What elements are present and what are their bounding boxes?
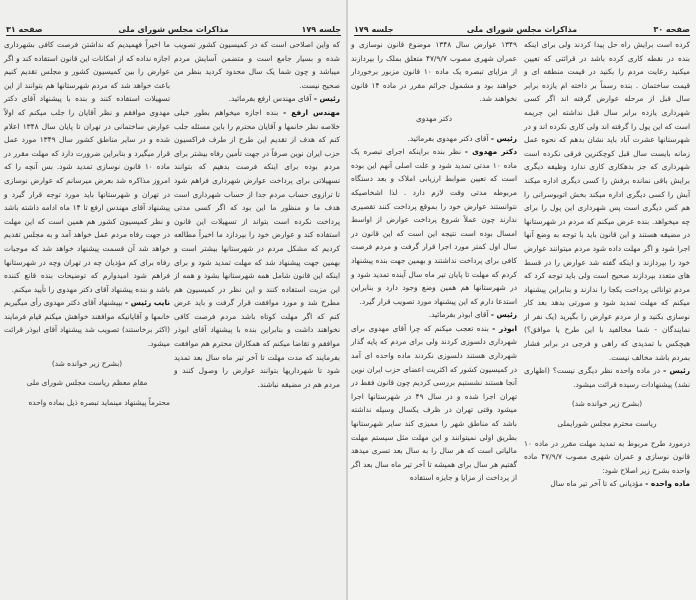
paragraph-text: ما اخیراً فهمیدیم که نداشتن فرصت کافی بشهرداری اجازه نداده که از امکانات این قانون استفاده کند و اگر عوارض را بین کمیسیون کشور و مجلس تقدیم کنیم باعث خواهد شد که مردم شهرستانها هم بتوانند از این تسهیلات استفاده کنند و بنده با پیشنهاد آقای دکتر مهدوی موافقم و نظر آقایان را جلب میکنم که اولاً عوارض ساختمانی در تهران تا پایان سال ۱۳۴۸ اعلام شده و در سایر مناطق کشور سال ۱۳۴۹ مورد عمل قرار میگیرد و بنابراین ضرورت دارد که مهلت مقرر در ماده ۱۰ قانون نوسازی تمدید شود. بس آنچه را که امروز مذاکره شد بعرض میرسانم که عوارض نوسازی در تهران و شهرستانها باید مورد توجه قرار گیرد و پیشنهاد آقای مهندس ارفع تا ۱۴ ماه ادامه داشته باشد و نظر کمیسیون کشور هم همین است که این مهلت در جهت رفاه مردم عمل خواهد آمد و به مجلس تقدیم خواهد شد آن قسمت پیشنهاد خواهد شد که موجبات رفاه برای کم مؤدیان چه در تهران وچه در شهرستانها فراهم شود امیدوارم که توضیحات بنده قانع کننده باشد و بنده پیشنهاد آقای دکتر مهدوی را تأیید میکنم. (4, 40, 170, 294)
paragraph (174, 38, 340, 92)
paragraph-text: بنده تعجب میکنم که چرا آقای مهدوی برای شهرداری دلسوزی کردند ولی برای مردم که پایه گذار شهرداری هستند دلسوزی نکردند ماده واحده ای آمد در کمیسیون کشور که اکثریت اعضای حزب ایران نوین آنجا هستند نشستیم بررسی کردیم چون قانون فقط در تهران اجرا شده و در سال ۴۹ در شهرستانها اجرا میشود وقتی تهران در ظرف یکسال وسیله نداشته باشد که مناطق شهر را ممیزی کند سایر شهرستانها بطریق اولی نمیتوانند و این مهلت مثل سیستم مهلت مالیاتی است که هر سال را به سال بعد تسری میدهد گفتیم هر سال برای همیشه تا آخر تیر ماه سال بعد اگر از پرداخت از مزایا و جایزه استفاده (351, 323, 517, 483)
centered-line: مقام معظم ریاست مجلس شورای ملی (26, 378, 148, 388)
text-column-right (174, 38, 340, 391)
speaker-name: رئیس - (313, 94, 340, 104)
speaker-name: مهندس ارفع - (283, 107, 340, 117)
paragraph-text: که واین اصلاحی است که در کمیسیون کشور تصویب شده و بسیار جامع است و متضمن آسایش مردم میباشد و چون شما یک سال محدود کردید بنظر من صحیح نیست. (174, 40, 340, 90)
speaker-name: ابوذر - (492, 323, 517, 333)
speaker-name: رئیس - (663, 366, 691, 376)
paragraph (4, 396, 170, 410)
header-title: مذاکرات مجلس شورای ملی (118, 25, 229, 34)
speaker-name: دکتر مهدوی - (464, 147, 517, 157)
centered-line: ریاست محترم مجلس شورایملی (557, 419, 657, 429)
right-page (348, 0, 696, 600)
paragraph (4, 296, 170, 350)
paragraph (524, 364, 690, 391)
paragraph (174, 92, 340, 106)
centered-line: (بشرح زیر خوانده شد) (571, 399, 643, 409)
paragraph-text: محترماً پیشنهاد مینماید تبصره ذیل بماده واحده (28, 397, 170, 407)
paragraph (351, 38, 517, 106)
paragraph (524, 437, 690, 478)
speaker-name: رئیس - (490, 310, 517, 320)
paragraph-text: نظر بنده براینکه اجرای تبصره یک ماده ۱۰ مدتی تمدید شود و علت اصلی آنهم این بوده است که تعیین ضوابط ارزیابی املاک و بعد دستگاه مربوطه مدتی وقت لازم دارد . لذا اشخاصیکه نتوانستند عوارض خود را بموقع پرداخت کنند تقصیری ندارند چون عملاً شروع پرداخت عوارض از اواسط امسال بوده است نتیجه این است که این قانون در سال اول کمتر مورد اجرا قرار گرفت و مردم فرصت کافی برای پرداخت نداشتند و بهمین جهت بنده پیشنهاد کردم که مهلت تا پایان تیر ماه سال آینده تمدید شود و در شهرستانها هم همین وضع وجود دارد و بنابراین استدعا دارم که این پیشنهاد مورد تصویب قرار گیرد. (351, 147, 517, 306)
page-header (354, 22, 690, 36)
session-number: جلسه ۱۷۹ (354, 25, 394, 34)
paragraph-text: آقای ابوذر بفرمائید. (428, 310, 489, 320)
speaker-name: نایب رئیس - (125, 298, 170, 308)
left-page (0, 0, 347, 600)
paragraph-text: در ماده واحده نظر دیگری نیست؟ (اظهاری نشد) پیشنهادات رسیده قرائت میشود. (524, 366, 690, 389)
paragraph-text: درمورد طرح مربوط به تمدید مهلت مقرر در ماده ۱۰ قانون نوسازی و عمران شهری مصوب ۴۷/۹/۷ ماده واحده بشرح زیر اصلاح شود: (524, 438, 690, 475)
speaker-name: ماده واحده - (645, 479, 690, 489)
speaker-name: رئیس - (490, 133, 517, 143)
paragraph-text: آقای دکتر مهدوی بفرمائید. (407, 133, 489, 143)
paragraph (524, 38, 690, 364)
header-title: مذاکرات مجلس شورای ملی (466, 25, 578, 34)
paragraph (351, 308, 517, 322)
page-header (6, 22, 341, 36)
paragraph-text: بپیشنهاد آقای دکتر مهدوی رأی میگیریم خانمها و آقایانیکه موافقند خواهش میکنم قیام فرمایند (اکثر برخاستند) تصویب شد پیشنهاد آقای ابوذر قرائت میشود. (4, 298, 170, 349)
text-column-right (524, 38, 690, 491)
centered-line: دکتر مهدوی (415, 113, 453, 123)
page-number: صفحه ۳۱ (6, 25, 43, 34)
paragraph (174, 106, 340, 391)
page-number: صفحه ۳۰ (653, 25, 690, 34)
paragraph-text: کرده است برایش راه حل پیدا کردند ولی برای اینکه بنده در نقطه کاری کرده باشد در قرائتی که تعیین میکنید رعایت مردم را بکنید در قیمت منطقه ای و قیمت ساختمان . بنده رسماً بر داخته ام یازده برابر سال قبل از مرحله عوارض گرفته اند اگر کسی شهرداری یازده برابر سال قبل نداشته این جریمه است که این پول را گرفته اند ولی کاری نکرده اند و در شهرستانها عشرت آباد باید نشان بدهم که نحوه عمل زمانه بایست سال قبل کوچکترین فرقی نکرده است شهرداری که جز بدهکاری کاری ندارد وظیفه دیگری برایش باقی نمانده برفش را کسی دیگری اداره میکند آبش را کسی دیگری اداره میکند بخش اتوبوسرانی را هم کس دیگری است پس شهرداری این پول را برای چه میخواهد. بنده عرض میکنم که مردم در شهرستانها در مضیقه هستند و این قانون باید با توجه به وضع آنها اجرا شود و اگر مهلت داده شود مردم میتوانند عوارض خود را بپردازند و اینکه گفته شد عوارض را در قسط های متعدد بپردازند صحیح است ولی باید توجه کرد که مردم توانائی پرداخت یکجا را ندارند و بنابراین پیشنهاد میکنم که مهلت تمدید شود و صورتی بدهد بعد کار نوسازی بکنید و از مردم عوارض را بگیرید (یک نفر از نمایندگان - شما مخالفید با این طرح یا موافق؟) هیچکس با تمدیدی که راهی و فرجی در برابر فشار بمردم باشد مخالف نیست. (524, 40, 690, 362)
paragraph (4, 38, 170, 296)
paragraph-text: آقای مهندس ارفع بفرمائید. (228, 94, 312, 104)
session-number: جلسه ۱۷۹ (301, 25, 341, 34)
centered-line: (بشرح زیر خوانده شد) (51, 358, 123, 368)
paragraph (351, 145, 517, 308)
paragraph-text: ۱۳۴۹ عوارض سال ۱۳۴۸ موضوع قانون نوسازی و عمران شهری مصوب ۴۷/۹/۷ متعلق بملک را بپردازند از مزایای تبصره یک ماده ۱۰ قانون مزبور برخوردار خواهند بود و مشمول جرائم مقرر در ماده ۱۴ قانون نخواهند شد. (351, 40, 517, 104)
text-column-left (4, 38, 170, 409)
paragraph-text: بنده اجازه میخواهم بطور خیلی خلاصه نظر خانمها و آقایان محترم را باین مسئله جلب کنم که هدف از تقدیم این طرح از طرف فراکسیون حزب ایران نوین صرفاً در جهت تأمین رفاه بیشتر برای مردم بوده برای اینکه فرصت بدهیم که بتوانند تسهیلاتی برای پرداخت عوارض شهرداری فراهم شود تا ترازوی حساب مردم جدا از حساب شهرداری است هدف ما و منظور ما این بود که اگر کسی مدتی پرداخت نکرده است بتواند از تسهیلات این قانون استفاده کند و عوارض خود را بپردازد ما اخیراً مطالعه کردیم که مشکل مردم در شهرستانها بیشتر است و بهمین جهت پیشنهاد شد که مهلت تمدید شود و برای اینکه این قانون شامل همه شهرستانها بشود و همه از این مزیت استفاده کنند و این نظر در کمیسیون هم مطرح شد و مورد موافقت قرار گرفت و باید عرض کنم که اگر مهلت کوتاه باشد مردم فرصت کافی نخواهند داشت و بنابراین بنده با پیشنهاد آقای ابوذر موافقم و تقاضا میکنم که همکاران محترم هم موافقت بفرمایند که مدت مهلت تا آخر تیر ماه سال بعد تمدید شود تا شهرداریها بتوانند عوارض را وصول کنند و مردم هم در مضیقه نباشند. (174, 107, 340, 389)
paragraph-text: مؤدیانی که تا آخر تیر ماه سال (550, 479, 643, 489)
text-column-left (351, 38, 517, 485)
paragraph (524, 477, 690, 491)
paragraph (351, 322, 517, 485)
paragraph (351, 132, 517, 146)
